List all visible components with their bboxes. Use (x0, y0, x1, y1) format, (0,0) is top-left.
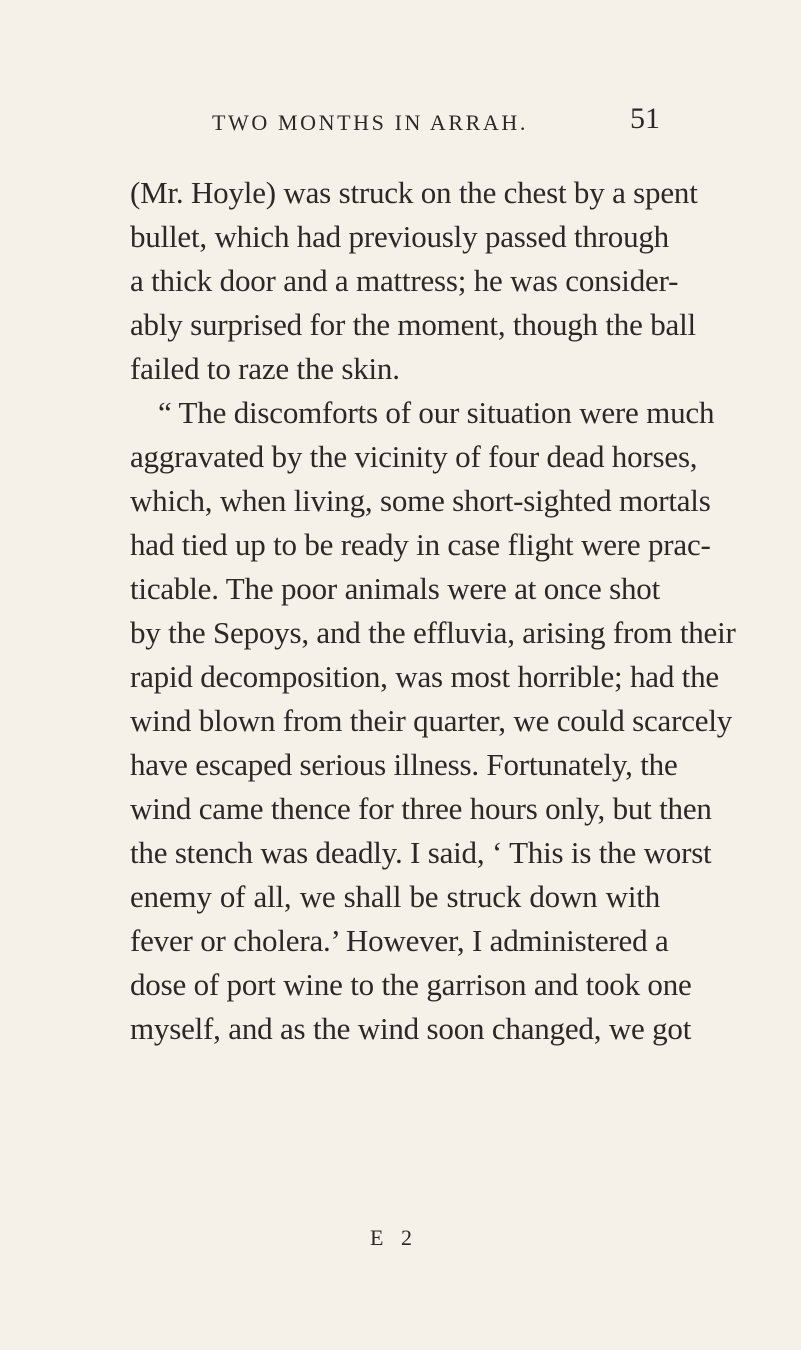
text-line: failed to raze the skin. (130, 351, 400, 386)
signature-mark: E 2 (370, 1225, 418, 1250)
text-line: ticable. The poor animals were at once shot (130, 571, 660, 606)
page-number: 51 (630, 102, 660, 135)
text-line: had tied up to be ready in case flight were prac- (130, 527, 711, 562)
text-line: enemy of all, we shall be struck down with (130, 879, 660, 914)
text-line: fever or cholera.’ However, I administered a (130, 923, 669, 958)
text-line: aggravated by the vicinity of four dead horses, (130, 439, 698, 474)
text-line: dose of port wine to the garrison and took one (130, 967, 692, 1002)
text-line: have escaped serious illness. Fortunately, the (130, 747, 678, 782)
text-line: by the Sepoys, and the effluvia, arising from their (130, 615, 736, 650)
text-line: a thick door and a mattress; he was consider- (130, 263, 679, 298)
text-line: wind blown from their quarter, we could scarcely (130, 703, 733, 738)
text-line: bullet, which had previously passed through (130, 219, 669, 254)
body-text (130, 171, 736, 1051)
text-line: ably surprised for the moment, though the ball (130, 307, 696, 342)
text-line: “ The discomforts of our situation were much (158, 395, 715, 430)
text-line: which, when living, some short-sighted mortals (130, 483, 711, 518)
text-line: (Mr. Hoyle) was struck on the chest by a spent (130, 175, 698, 210)
text-line: the stench was deadly. I said, ‘ This is the worst (130, 835, 712, 870)
text-line: myself, and as the wind soon changed, we got (130, 1011, 692, 1046)
page-header (130, 102, 660, 142)
text-line: rapid decomposition, was most horrible; had the (130, 659, 719, 694)
running-title: TWO MONTHS IN ARRAH. (212, 110, 528, 135)
text-line: wind came thence for three hours only, but then (130, 791, 712, 826)
